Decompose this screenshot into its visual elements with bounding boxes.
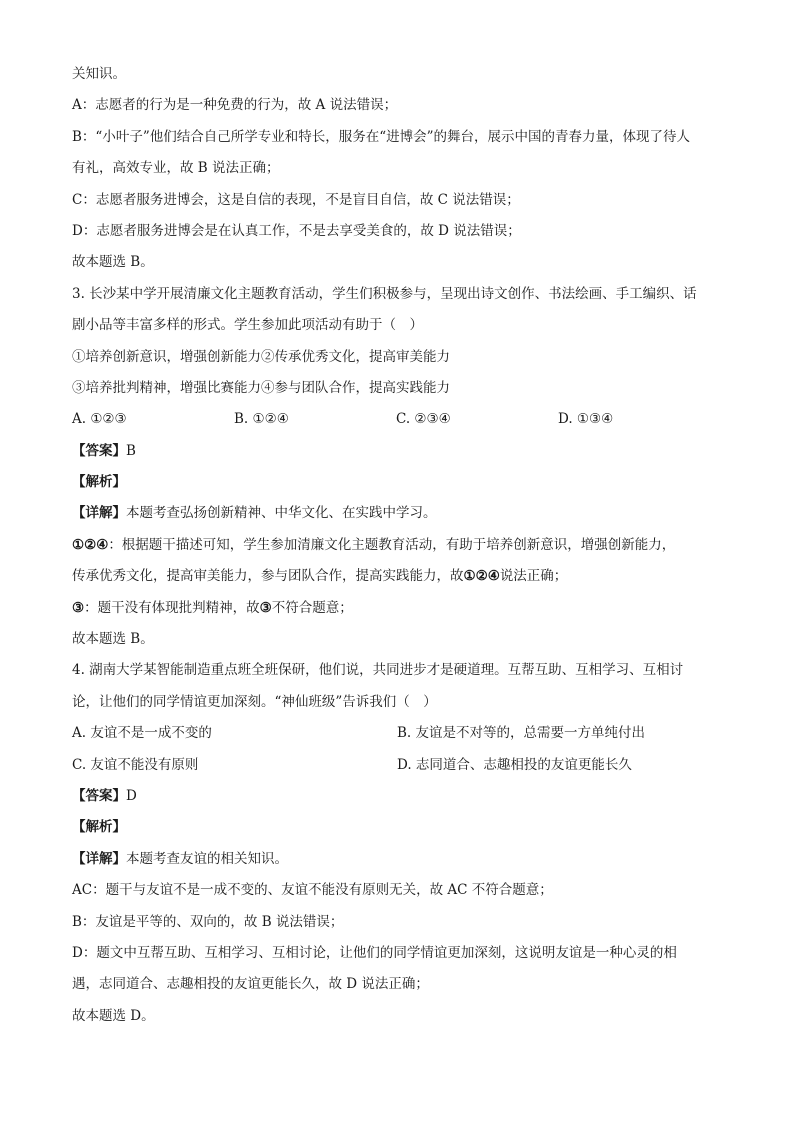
q3-option-d: D. ①③④ [558, 411, 614, 428]
q2-option-b-analysis: B：“小叶子”他们结合自己所学专业和特长，服务在“进博会”的舞台，展示中国的青春力量，体现了待人 [72, 128, 691, 145]
explanation-text: 说法正确； [499, 568, 568, 585]
q4-options-row-2 [72, 753, 722, 784]
q4-option-d-analysis-cont: 遇，志同道合、志趣相投的友谊更能长久，故 D 说法正确； [72, 976, 429, 993]
answer-label: 【答案】 [72, 442, 126, 459]
q3-option-b: B. ①②④ [234, 411, 289, 428]
q3-options [72, 407, 722, 438]
q4-stem-cont: 论，让他们的同学情谊更加深刻。“神仙班级”告诉我们（ ） [72, 693, 437, 710]
statement-mark: ③ [72, 599, 85, 616]
q3-explanation-1 [72, 533, 722, 564]
q2-option-d-analysis: D：志愿者服务进博会是在认真工作，不是去享受美食的，故 D 说法错误； [72, 222, 521, 239]
q4-option-b: B. 友谊是不对等的，总需要一方单纯付出 [397, 725, 646, 742]
q2-option-c-analysis: C：志愿者服务进博会，这是自信的表现，不是盲目自信，故 C 说法错误； [72, 191, 520, 208]
explanation-text: 传承优秀文化，提高审美能力，参与团队合作，提高实践能力，故 [72, 568, 464, 585]
detail-label: 【详解】 [72, 505, 126, 522]
q3-option-c: C. ②③④ [396, 411, 451, 428]
q3-answer [72, 439, 722, 470]
statement-mark: ①②④ [463, 568, 500, 585]
q4-conclusion: 故本题选 D。 [72, 1007, 155, 1024]
q3-statement-line-1: ①培养创新意识，增强创新能力②传承优秀文化，提高审美能力 [72, 348, 450, 365]
statement-mark: ③ [259, 599, 272, 616]
q4-options-row-1 [72, 721, 722, 752]
q3-detail [72, 501, 722, 532]
q2-option-a-analysis: A：志愿者的行为是一种免费的行为，故 A 说法错误； [72, 97, 398, 114]
q4-stem: 4. 湖南大学某智能制造重点班全班保研，他们说，共同进步才是硬道理。互帮互助、互相学习、互相讨 [72, 662, 684, 679]
q4-option-d-analysis: D：题文中互帮互助、互相学习、互相讨论，让他们的同学情谊更加深刻，这说明友谊是一种心灵的相 [72, 944, 677, 961]
document-page [72, 62, 722, 1035]
explanation-text: ：题干没有体现批判精神，故 [84, 599, 260, 616]
q4-option-ac-analysis: AC：题干与友谊不是一成不变的、友谊不能没有原则无关，故 AC 不符合题意； [72, 882, 553, 899]
q2-tail-line: 关知识。 [72, 66, 126, 82]
q2-conclusion: 故本题选 B。 [72, 254, 154, 271]
answer-value: B [126, 442, 136, 459]
q2-option-b-analysis-cont: 有礼，高效专业，故 B 说法正确； [72, 160, 280, 177]
q4-analysis-label: 【解析】 [72, 819, 126, 836]
q3-analysis-label: 【解析】 [72, 474, 126, 491]
answer-label: 【答案】 [72, 787, 126, 804]
q4-option-a: A. 友谊不是一成不变的 [72, 725, 212, 742]
q3-stem-cont: 剧小品等丰富多样的形式。学生参加此项活动有助于（ ） [72, 317, 423, 334]
explanation-text: ：根据题干描述可知，学生参加清廉文化主题教育活动，有助于培养创新意识，增强创新能力， [108, 536, 676, 553]
q3-stem: 3. 长沙某中学开展清廉文化主题教育活动，学生们积极参与，呈现出诗文创作、书法绘画、手工编织、话 [72, 285, 697, 302]
q4-option-d: D. 志同道合、志趣相投的友谊更能长久 [397, 756, 632, 773]
statement-mark: ①②④ [72, 536, 109, 553]
q3-conclusion: 故本题选 B。 [72, 631, 154, 648]
q3-explanation-1-cont [72, 564, 722, 595]
q4-option-b-analysis: B：友谊是平等的、双向的，故 B 说法错误； [72, 913, 344, 930]
q4-detail [72, 847, 722, 878]
q3-statement-line-2: ③培养批判精神，增强比赛能力④参与团队合作，提高实践能力 [72, 379, 450, 396]
q4-option-c: C. 友谊不能没有原则 [72, 756, 199, 773]
q4-answer [72, 784, 722, 815]
q3-option-a: A. ①②③ [72, 411, 127, 428]
detail-text: 本题考查弘扬创新精神、中华文化、在实践中学习。 [126, 505, 437, 522]
detail-label: 【详解】 [72, 850, 126, 867]
answer-value: D [126, 787, 137, 804]
q3-explanation-2 [72, 596, 722, 627]
explanation-text: 不符合题意； [271, 599, 353, 616]
detail-text: 本题考查友谊的相关知识。 [126, 850, 288, 867]
